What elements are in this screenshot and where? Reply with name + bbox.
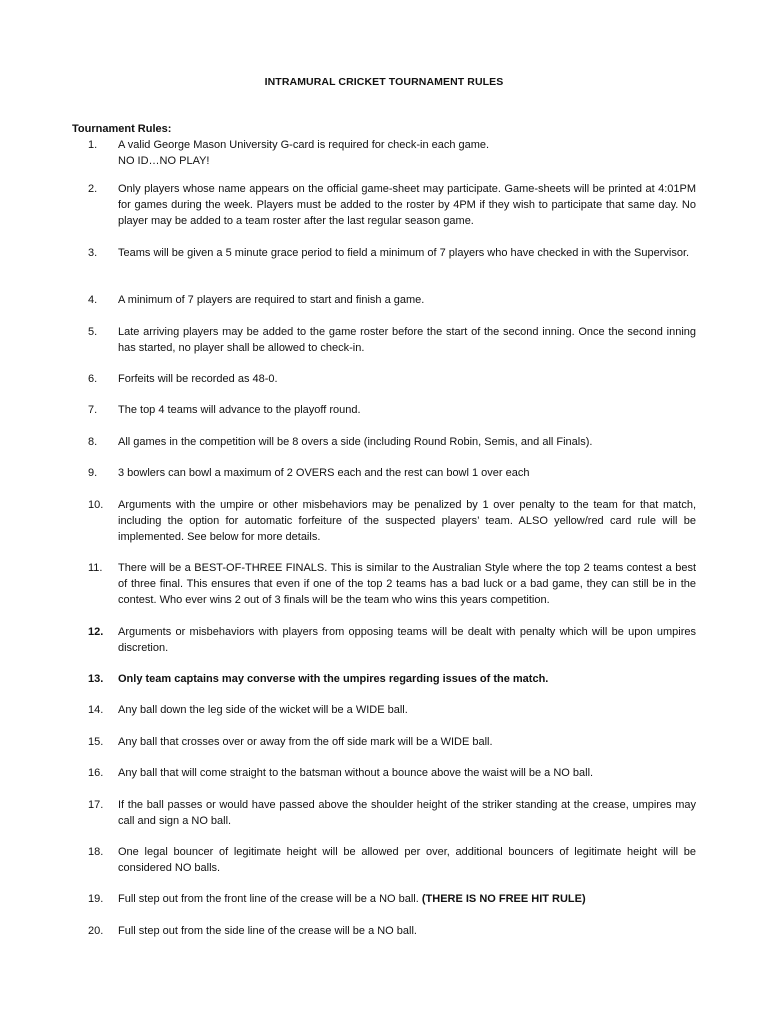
rule-number: 14. [88,704,104,716]
rule-number: 9. [88,467,98,479]
rule-text: Only players whose name appears on the official game-sheet may participate. Game-sheets will be printed at 4:01PM for games during the week. Players must be added to the roster by 4PM if they wish to participate that same day. No player may be added to a team roster after the last regular season game. [118,183,696,227]
rule-number: 6. [88,373,98,385]
rule-number: 12. [88,626,104,638]
rule-text: 3 bowlers can bowl a maximum of 2 OVERS each and the rest can bowl 1 over each [118,467,530,479]
rule-number: 8. [88,436,98,448]
rule-number: 17. [88,799,104,811]
document-title: INTRAMURAL CRICKET TOURNAMENT RULES [264,76,504,88]
rule-text: Teams will be given a 5 minute grace period to field a minimum of 7 players who have checked in with the Supervisor. [118,247,690,259]
rule-text: Arguments or misbehaviors with players from opposing teams will be dealt with penalty which will be upon umpires discretion. [118,626,696,654]
rule-number: 1. [88,139,98,151]
rule-text: Any ball down the leg side of the wicket will be a WIDE ball. [118,704,408,716]
rule-number: 5. [88,326,98,338]
rule-text: One legal bouncer of legitimate height will be allowed per over, additional bouncers of legitimate height will be considered NO balls. [118,846,696,874]
rule-text: Any ball that will come straight to the batsman without a bounce above the waist will be a NO ball. [118,767,594,779]
rule-number: 7. [88,404,98,416]
rule-number: 2. [88,183,98,195]
rule-emphasis: (THERE IS NO FREE HIT RULE) [421,893,586,905]
rule-text: There will be a BEST-OF-THREE FINALS. This is similar to the Australian Style where the top 2 teams contest a best of three final. This ensures that even if one of the top 2 teams has a bad luck or a bad game, they can still be in the contest. Who ever wins 2 out of 3 finals will be the team who wins this years competition. [118,562,696,606]
rule-text: The top 4 teams will advance to the playoff round. [118,404,361,416]
rule-text-line: A valid George Mason University G-card is required for check-in each game. [118,139,490,151]
rule-number: 4. [88,294,98,306]
rule-number: 19. [88,893,104,905]
rule-text: Late arriving players may be added to the game roster before the start of the second inning. Once the second inning has started, no player shall be allowed to check-in. [118,326,696,354]
rule-text-line: NO ID…NO PLAY! [118,155,210,167]
rule-text: Forfeits will be recorded as 48-0. [118,373,278,385]
rule-text: All games in the competition will be 8 overs a side (including Round Robin, Semis, and all Finals). [118,436,593,448]
rule-number: 16. [88,767,104,779]
rule-number: 20. [88,925,104,937]
rule-text: Only team captains may converse with the umpires regarding issues of the match. [118,673,549,685]
section-label: Tournament Rules: [72,123,172,135]
rule-number: 15. [88,736,104,748]
rule-number: 10. [88,499,104,511]
rule-number: 11. [88,562,103,574]
rule-text: Arguments with the umpire or other misbehaviors may be penalized by 1 over penalty to the team for that match, including the option for automatic forfeiture of the suspected players’ team. ALSO yellow/red card rule will be implemented. See below for more details. [118,499,696,543]
rule-text: Any ball that crosses over or away from the off side mark will be a WIDE ball. [118,736,493,748]
rule-number: 18. [88,846,104,858]
rule-text-line: Full step out from the front line of the crease will be a NO ball. [118,893,419,905]
rule-text [118,137,696,169]
rule-number: 3. [88,247,98,259]
rule-text: Full step out from the side line of the crease will be a NO ball. [118,925,417,937]
rule-number: 13. [88,673,104,685]
rule-text: If the ball passes or would have passed above the shoulder height of the striker standing at the crease, umpires may call and sign a NO ball. [118,799,696,827]
rule-text [118,891,696,907]
rule-text: A minimum of 7 players are required to start and finish a game. [118,294,425,306]
